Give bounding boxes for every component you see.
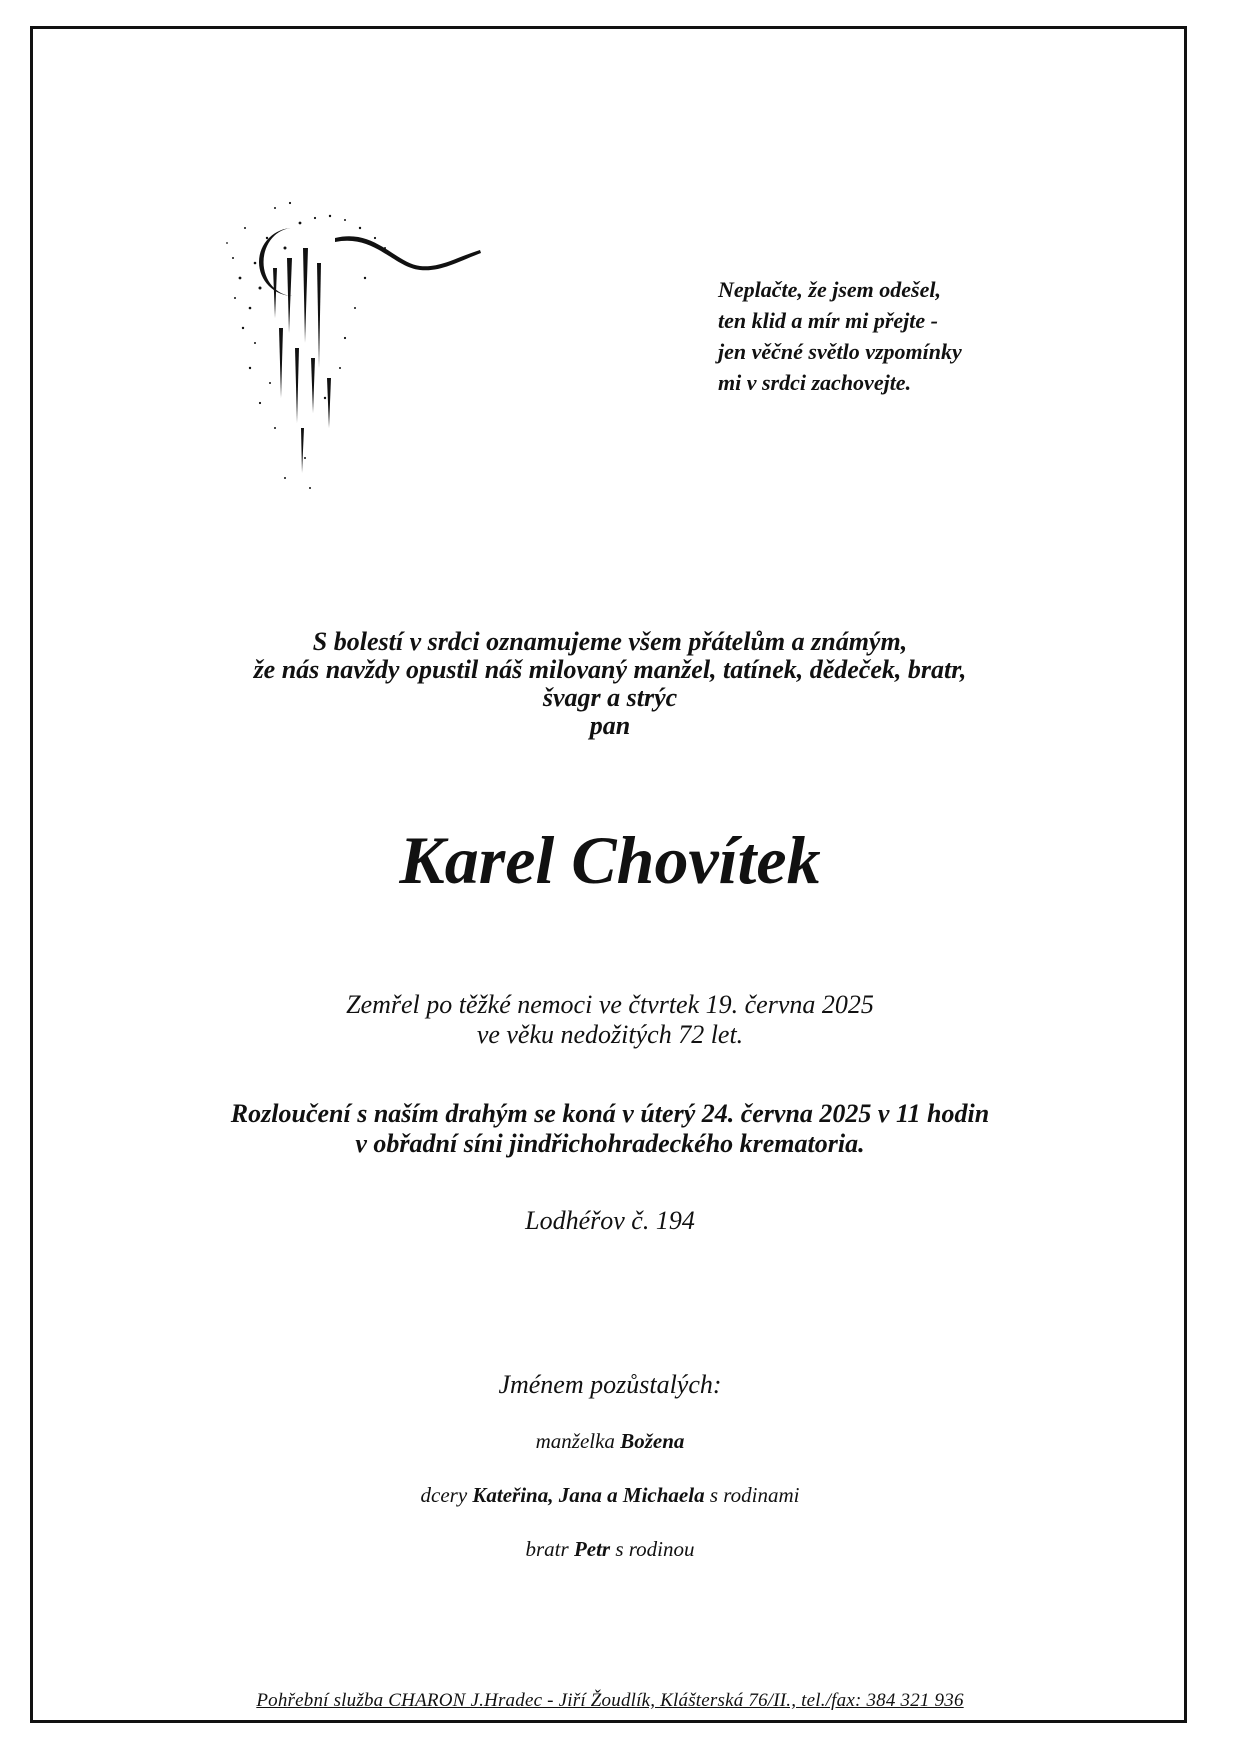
mourner-relation: bratr: [525, 1537, 569, 1561]
mourners-heading: Jménem pozůstalých:: [498, 1370, 722, 1399]
mourner-wife: [120, 1428, 1100, 1454]
deceased-name: Karel Chovítek: [399, 822, 821, 898]
mourner-relation: dcery: [420, 1483, 468, 1507]
mourner-names: Kateřina, Jana a Michaela: [472, 1483, 705, 1507]
death-line: Zemřel po těžké nemoci ve čtvrtek 19. června 2025: [346, 990, 874, 1019]
verse-line: mi v srdci zachovejte.: [718, 370, 912, 395]
moon-candle-ornament: [215, 168, 495, 498]
announcement: [120, 628, 1100, 740]
memorial-verse: [718, 274, 1048, 398]
mourner-names: Božena: [620, 1429, 685, 1453]
mourner-relation: manželka: [535, 1429, 615, 1453]
death-notice: [120, 990, 1100, 1050]
address: Lodhéřov č. 194: [525, 1206, 695, 1235]
announcement-line: S bolestí v srdci oznamujeme všem přátelům a známým,: [312, 627, 908, 656]
mourner-suffix: s rodinami: [709, 1483, 800, 1507]
announcement-line: že nás navždy opustil náš milovaný manžel, tatínek, dědeček, bratr,: [253, 655, 967, 684]
announcement-line: pan: [589, 711, 631, 740]
verse-line: ten klid a mír mi přejte -: [718, 308, 938, 333]
mourner-suffix: s rodinou: [615, 1537, 695, 1561]
funeral-service-footer: Pohřební služba CHARON J.Hradec - Jiří Žoudlík, Klášterská 76/II., tel./fax: 384 321 936: [256, 1690, 964, 1711]
verse-line: jen věčné světlo vzpomínky: [718, 339, 962, 364]
farewell-line: Rozloučení s naším drahým se koná v úterý 24. června 2025 v 11 hodin: [230, 1099, 990, 1128]
mourner-daughters: [120, 1482, 1100, 1508]
verse-line: Neplačte, že jsem odešel,: [718, 277, 941, 302]
mourner-names: Petr: [573, 1537, 611, 1561]
death-line: ve věku nedožitých 72 let.: [476, 1020, 744, 1049]
farewell-notice: [120, 1099, 1100, 1159]
mourner-brother: [120, 1536, 1100, 1562]
farewell-line: v obřadní síni jindřichohradeckého krematoria.: [355, 1129, 865, 1158]
announcement-line: švagr a strýc: [542, 683, 678, 712]
